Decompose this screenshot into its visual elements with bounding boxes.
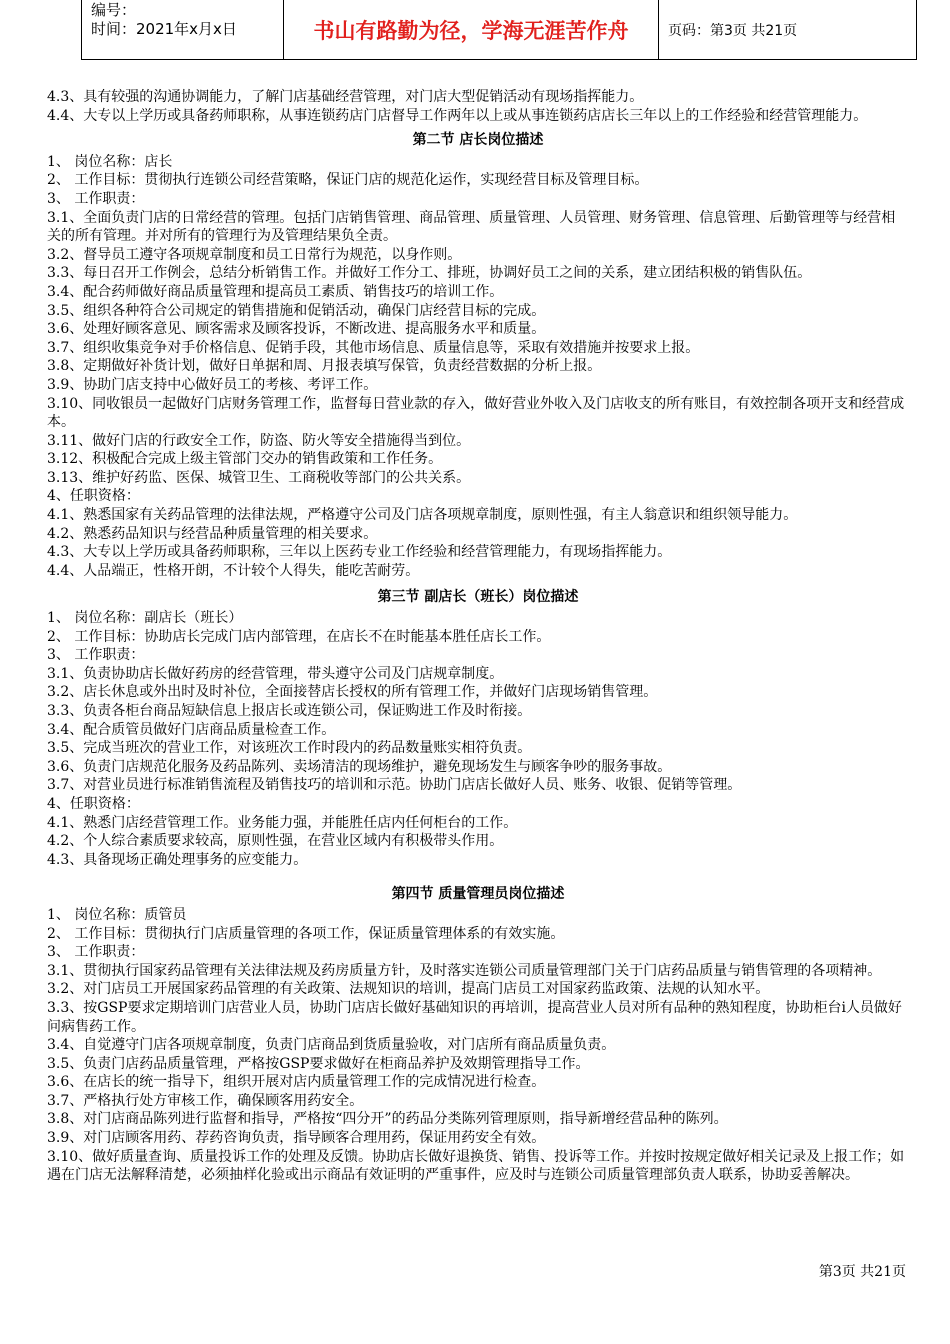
header-page: 页码：第3页 共21页 [668,22,798,39]
header-meta [82,0,284,59]
paragraph: 4.2、个人综合素质要求较高，原则性强，在营业区域内有积极带头作用。 [47,833,504,850]
paragraph: 4.1、熟悉门店经营管理工作。业务能力强，并能胜任店内任何柜台的工作。 [47,814,518,831]
paragraph: 3.3、每日召开工作例会，总结分析销售工作。并做好工作分工、排班，协调好员工之间的关系，建立团结积极的销售队伍。 [47,265,812,282]
paragraph: 3.12、积极配合完成上级主管部门交办的销售政策和工作任务。 [47,451,443,468]
paragraph: 3.2、督导员工遵守各项规章制度和员工日常行为规范，以身作则。 [47,246,462,263]
paragraph: 3.6、负责门店规范化服务及药品陈列、卖场清洁的现场维护，避免现场发生与顾客争吵的服务事故。 [47,758,672,775]
paragraph: 4.3、具有较强的沟通协调能力，了解门店基础经营管理，对门店大型促销活动有现场指挥能力。 [47,89,644,105]
paragraph: 3.10、做好质量查询、质量投诉工作的处理及反馈。协助店长做好退换货、销售、投诉等工作。并按时按规定做好相关记录及上报工作；如遇在门店无法解释清楚，必须抽样化验或出示商品有效证明的严重事件，应及时与连锁公司质量管理部负责人联系，协助妥善解决。 [47,1148,905,1184]
paragraph: 3.10、同收银员一起做好门店财务管理工作，监督每日营业款的存入，做好营业外收入及门店收支的所有账目，有效控制各项开支和经营成本。 [47,395,905,431]
paragraph: 3.9、对门店顾客用药、荐药咨询负责，指导顾客合理用药，保证用药安全有效。 [47,1130,546,1147]
paragraph: 3.6、在店长的统一指导下，组织开展对店内质量管理工作的完成情况进行检查。 [47,1074,546,1091]
paragraph: 2、 工作目标：协助店长完成门店内部管理，在店长不在时能基本胜任店长工作。 [47,628,551,645]
header-time: 时间：2021年x月x日 [91,20,237,38]
paragraph: 4.3、具备现场正确处理事务的应变能力。 [47,851,308,868]
paragraph: 3.2、对门店员工开展国家药品管理的有关政策、法规知识的培训，提高门店员工对国家药监政策、法规的认知水平。 [47,981,770,998]
paragraph: 4、任职资格： [47,488,140,505]
paragraph: 3.1、全面负责门店的日常经营的管理。包括门店销售管理、商品管理、质量管理、人员管理、财务管理、信息管理、后勤管理等与经营相关的所有管理。并对所有的管理行为及管理结果负全责。 [47,209,896,245]
paragraph: 3.1、负责协助店长做好药房的经营管理，带头遵守公司及门店规章制度。 [47,665,504,682]
paragraph: 3.7、对营业员进行标准销售流程及销售技巧的培训和示范。协助门店店长做好人员、账务、收银、促销等管理。 [47,777,742,794]
paragraph: 3.6、处理好顾客意见、顾客需求及顾客投诉，不断改进、提高服务水平和质量。 [47,321,546,338]
paragraph: 1、 岗位名称：质管员 [47,906,187,923]
paragraph: 3.4、配合质管员做好门店商品质量检查工作。 [47,721,336,738]
paragraph: 4.2、熟悉药品知识与经营品种质量管理的相关要求。 [47,525,378,542]
paragraph: 3.11、做好门店的行政安全工作，防盗、防火等安全措施得当到位。 [47,432,471,449]
paragraph: 3.5、负责门店药品质量管理，严格按GSP要求做好在柜商品养护及效期管理指导工作。 [47,1055,590,1072]
paragraph: 3.1、贯彻执行国家药品管理有关法律法规及药房质量方针，及时落实连锁公司质量管理部门关于门店药品质量与销售管理的各项精神。 [47,962,882,979]
paragraph: 4.4、大专以上学历或具备药师职称，从事连锁药店门店督导工作两年以上或从事连锁药店店长三年以上的工作经验和经营管理能力。 [47,107,868,124]
paragraph: 2、 工作目标：贯彻执行门店质量管理的各项工作，保证质量管理体系的有效实施。 [47,925,565,942]
paragraph: 3.2、店长休息或外出时及时补位，全面接替店长授权的所有管理工作，并做好门店现场销售管理。 [47,684,658,701]
section-heading: 第四节 质量管理员岗位描述 [391,886,565,903]
paragraph: 1、 岗位名称：副店长（班长） [47,610,243,627]
paragraph: 4.4、人品端正，性格开朗，不计较个人得失，能吃苦耐劳。 [47,562,420,579]
paragraph: 3.7、严格执行处方审核工作，确保顾客用药安全。 [47,1092,364,1109]
paragraph: 4.3、大专以上学历或具备药师职称，三年以上医药专业工作经验和经营管理能力，有现场指挥能力。 [47,544,672,561]
paragraph: 3.13、维护好药监、医保、城管卫生、工商税收等部门的公共关系。 [47,469,471,486]
paragraph: 3.9、协助门店支持中心做好员工的考核、考评工作。 [47,376,378,393]
paragraph: 3.4、配合药师做好商品质量管理和提高员工素质、销售技巧的培训工作。 [47,283,504,300]
paragraph: 1、 岗位名称：店长 [47,153,173,170]
paragraph: 3.8、定期做好补货计划，做好日单据和周、月报表填写保管，负责经营数据的分析上报。 [47,358,602,375]
page-footer: 第3页 共21页 [818,1264,906,1280]
paragraph: 3.7、组织收集竞争对手价格信息、促销手段，其他市场信息、质量信息等，采取有效措施并按要求上报。 [47,339,700,356]
page-header [81,0,917,60]
paragraph: 3、 工作职责： [47,647,145,664]
section-heading: 第二节 店长岗位描述 [412,132,544,149]
section-heading: 第三节 副店长（班长）岗位描述 [377,589,579,606]
header-number: 编号： [91,1,137,19]
paragraph: 4.1、熟悉国家有关药品管理的法律法规，严格遵守公司及门店各项规章制度，原则性强，有主人翁意识和组织领导能力。 [47,507,798,524]
paragraph: 3、 工作职责： [47,944,145,961]
paragraph: 3.5、完成当班次的营业工作，对该班次工作时段内的药品数量账实相符负责。 [47,740,532,757]
paragraph: 3、 工作职责： [47,190,145,207]
paragraph: 2、 工作目标：贯彻执行连锁公司经营策略，保证门店的规范化运作，实现经营目标及管理目标。 [47,172,649,189]
document-body [47,88,909,1185]
paragraph: 3.3、按GSP要求定期培训门店营业人员，协助门店店长做好基础知识的再培训，提高营业人员对所有品种的熟知程度，协助柜台i人员做好问病售药工作。 [47,999,902,1035]
paragraph: 3.8、对门店商品陈列进行监督和指导，严格按“四分开”的药品分类陈列管理原则，指导新增经营品种的陈列。 [47,1111,728,1128]
paragraph: 3.4、自觉遵守门店各项规章制度，负责门店商品到货质量验收，对门店所有商品质量负责。 [47,1037,616,1054]
paragraph: 3.5、组织各种符合公司规定的销售措施和促销活动，确保门店经营目标的完成。 [47,302,546,319]
paragraph: 4、任职资格： [47,795,140,812]
paragraph: 3.3、负责各柜台商品短缺信息上报店长或连锁公司，保证购进工作及时衔接。 [47,703,532,719]
header-motto: 书山有路勤为径，学海无涯苦作舟 [284,0,659,59]
